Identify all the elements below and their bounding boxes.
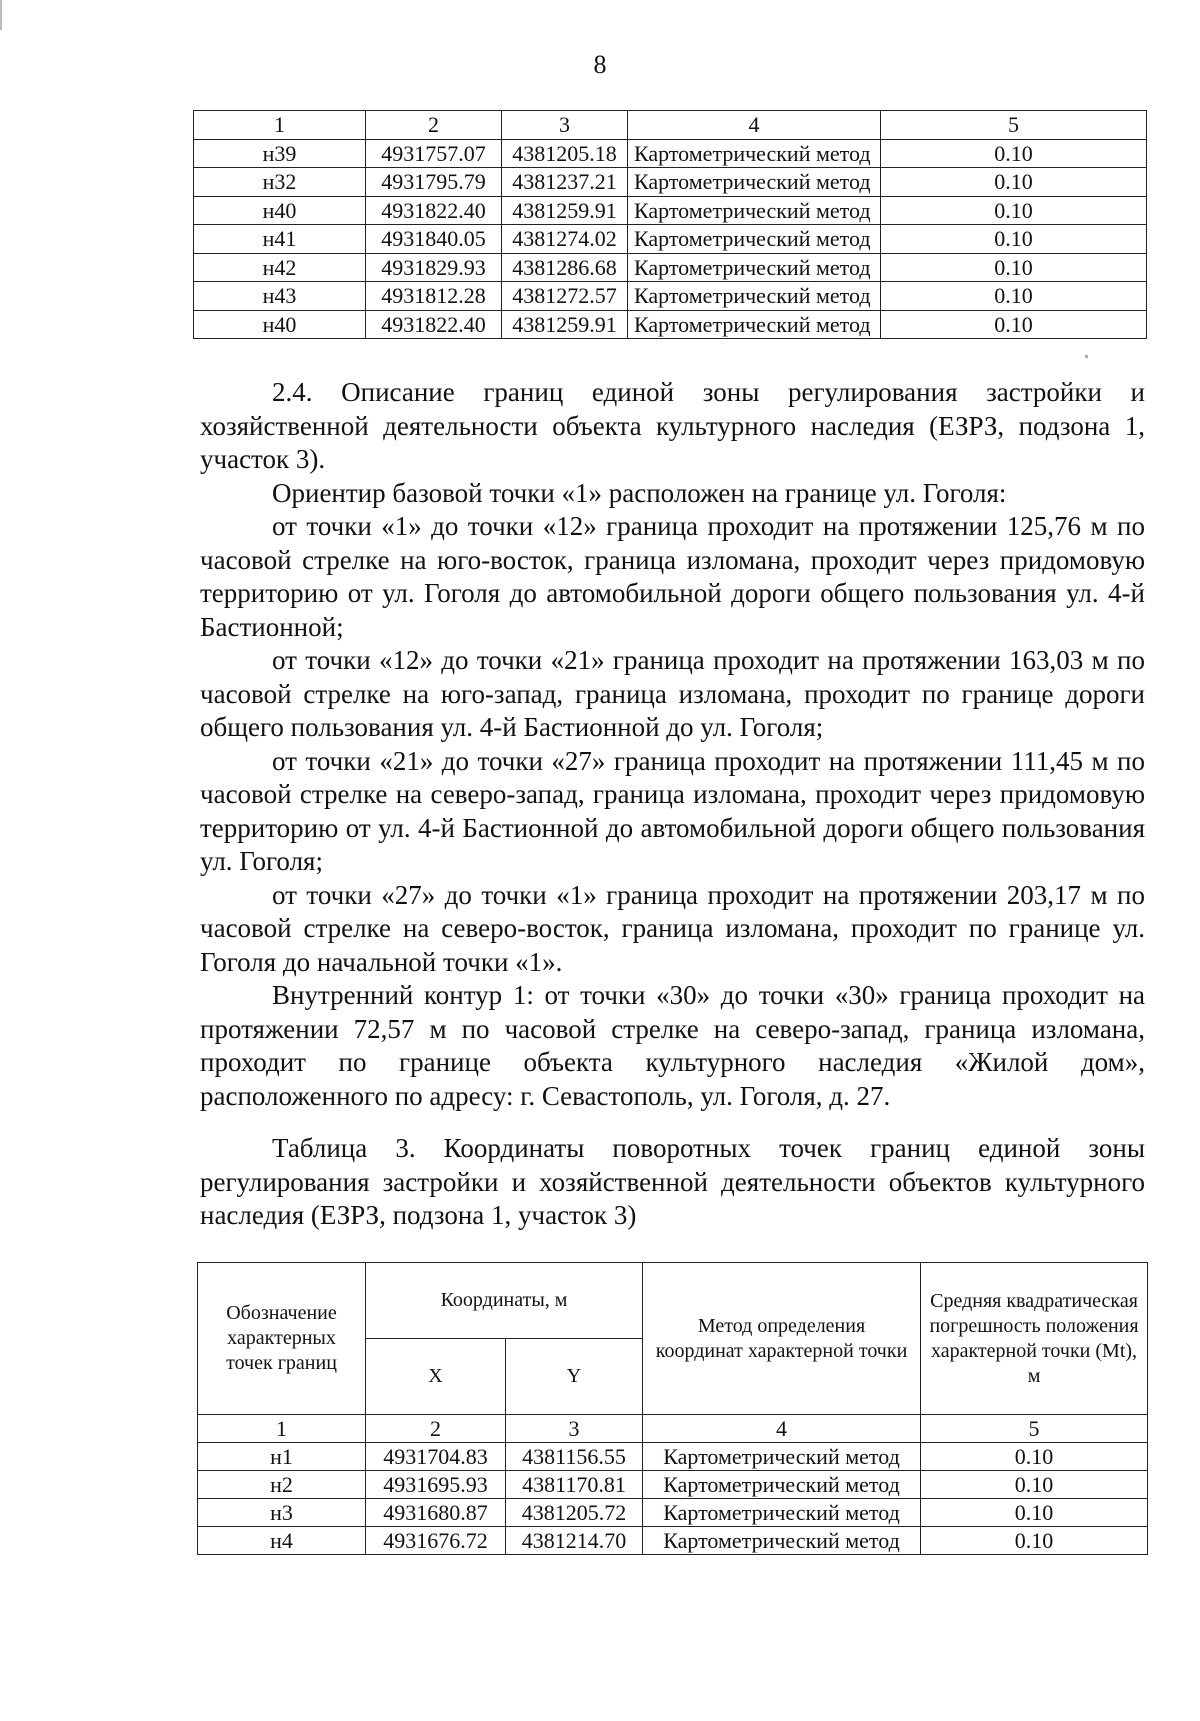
table-row xyxy=(198,1527,1148,1555)
method: Картометрический метод xyxy=(628,139,881,168)
point-id: н4 xyxy=(198,1527,366,1555)
error-value: 0.10 xyxy=(921,1499,1148,1527)
method: Картометрический метод xyxy=(628,225,881,254)
table-row xyxy=(194,139,1147,168)
method: Картометрический метод xyxy=(628,310,881,339)
header-error: Средняя квадратическая погрешность положения характерной точки (Mt), м xyxy=(921,1263,1148,1415)
coord-y: 4381214.70 xyxy=(506,1527,643,1555)
coord-y: 4381272.57 xyxy=(502,282,628,311)
section-body xyxy=(200,376,1145,1113)
table-row xyxy=(198,1471,1148,1499)
method: Картометрический метод xyxy=(643,1527,921,1555)
column-number: 3 xyxy=(506,1415,643,1443)
paragraph: Ориентир базовой точки «1» расположен на границе ул. Гоголя: xyxy=(272,477,1007,508)
table-header-cell: 1 xyxy=(194,111,366,140)
coord-x: 4931812.28 xyxy=(366,282,502,311)
paragraph: от точки «27» до точки «1» граница проходит на протяжении 203,17 м по часовой стрелке на северо-восток, граница изломана, проходит по границе ул. Гоголя до начальной точки «1». xyxy=(200,879,1145,977)
coord-x: 4931840.05 xyxy=(366,225,502,254)
coord-y: 4381205.18 xyxy=(502,139,628,168)
point-id: н42 xyxy=(194,253,366,282)
point-id: н2 xyxy=(198,1471,366,1499)
method: Картометрический метод xyxy=(643,1499,921,1527)
table-number-row xyxy=(198,1415,1148,1443)
column-number: 4 xyxy=(643,1415,921,1443)
point-id: н32 xyxy=(194,168,366,197)
coord-x: 4931757.07 xyxy=(366,139,502,168)
point-id: н39 xyxy=(194,139,366,168)
coord-y: 4381205.72 xyxy=(506,1499,643,1527)
error-value: 0.10 xyxy=(921,1471,1148,1499)
point-id: н3 xyxy=(198,1499,366,1527)
column-number: 2 xyxy=(366,1415,506,1443)
point-id: н40 xyxy=(194,196,366,225)
coord-y: 4381156.55 xyxy=(506,1443,643,1471)
method: Картометрический метод xyxy=(628,168,881,197)
table-row xyxy=(194,253,1147,282)
paragraph: от точки «1» до точки «12» граница проходит на протяжении 125,76 м по часовой стрелке на юго-восток, граница изломана, проходит через придомовую территорию от ул. Гоголя до автомобильной дороги общего пользования ул. 4-й Бастионной; xyxy=(200,511,1145,642)
coord-y: 4381259.91 xyxy=(502,196,628,225)
coord-y: 4381259.91 xyxy=(502,310,628,339)
table-caption: Таблица 3. Координаты поворотных точек границ единой зоны регулирования застройки и хозяйственной деятельности объектов культурного наследия (ЕЗРЗ, подзона 1, участок 3) xyxy=(200,1133,1145,1230)
error-value: 0.10 xyxy=(881,196,1147,225)
table-header-cell: 4 xyxy=(628,111,881,140)
table-header-cell: 2 xyxy=(366,111,502,140)
coord-y: 4381274.02 xyxy=(502,225,628,254)
error-value: 0.10 xyxy=(881,168,1147,197)
method: Картометрический метод xyxy=(643,1443,921,1471)
method: Картометрический метод xyxy=(628,253,881,282)
table-row xyxy=(194,168,1147,197)
paragraph: Внутренний контур 1: от точки «30» до точки «30» граница проходит на протяжении 72,57 м по часовой стрелке на северо-запад, граница изломана, проходит по границе объекта культурного наследия «Жилой дом», расположенного по адресу: г. Севастополь, ул. Гоголя, д. 27. xyxy=(200,980,1145,1111)
table-header-row xyxy=(198,1263,1148,1339)
error-value: 0.10 xyxy=(881,139,1147,168)
coord-x: 4931680.87 xyxy=(366,1499,506,1527)
coord-x: 4931829.93 xyxy=(366,253,502,282)
error-value: 0.10 xyxy=(921,1527,1148,1555)
table-row xyxy=(198,1499,1148,1527)
header-x: X xyxy=(366,1339,506,1415)
table-row xyxy=(198,1443,1148,1471)
header-y: Y xyxy=(506,1339,643,1415)
coordinates-table-continued xyxy=(193,110,1147,339)
page-number: 8 xyxy=(593,50,607,79)
point-id: н43 xyxy=(194,282,366,311)
table-row xyxy=(194,282,1147,311)
coord-y: 4381286.68 xyxy=(502,253,628,282)
error-value: 0.10 xyxy=(881,310,1147,339)
paragraph: от точки «21» до точки «27» граница проходит на протяжении 111,45 м по часовой стрелке на северо-запад, граница изломана, проходит через придомовую территорию от ул. 4-й Бастионной до автомобильной дороги общего пользования ул. Гоголя; xyxy=(200,745,1145,876)
scan-speck xyxy=(1085,355,1088,358)
coord-y: 4381170.81 xyxy=(506,1471,643,1499)
table-header-row xyxy=(194,111,1147,140)
error-value: 0.10 xyxy=(881,225,1147,254)
point-id: н1 xyxy=(198,1443,366,1471)
table-row xyxy=(194,310,1147,339)
coord-x: 4931676.72 xyxy=(366,1527,506,1555)
table-header-cell: 3 xyxy=(502,111,628,140)
header-designation: Обозначение характерных точек границ xyxy=(198,1263,366,1415)
method: Картометрический метод xyxy=(628,282,881,311)
point-id: н41 xyxy=(194,225,366,254)
coord-x: 4931795.79 xyxy=(366,168,502,197)
coord-x: 4931704.83 xyxy=(366,1443,506,1471)
method: Картометрический метод xyxy=(643,1471,921,1499)
table-row xyxy=(194,196,1147,225)
coord-x: 4931822.40 xyxy=(366,196,502,225)
error-value: 0.10 xyxy=(881,253,1147,282)
header-method: Метод определения координат характерной точки xyxy=(643,1263,921,1415)
method: Картометрический метод xyxy=(628,196,881,225)
header-coordinates: Координаты, м xyxy=(366,1263,643,1339)
scan-edge-mark xyxy=(0,0,2,30)
table-row xyxy=(194,225,1147,254)
column-number: 5 xyxy=(921,1415,1148,1443)
coord-x: 4931822.40 xyxy=(366,310,502,339)
error-value: 0.10 xyxy=(921,1443,1148,1471)
table-caption-block xyxy=(200,1132,1145,1233)
coord-y: 4381237.21 xyxy=(502,168,628,197)
coord-x: 4931695.93 xyxy=(366,1471,506,1499)
point-id: н40 xyxy=(194,310,366,339)
paragraph: от точки «12» до точки «21» граница проходит на протяжении 163,03 м по часовой стрелке на юго-запад, граница изломана, проходит по границе дороги общего пользования ул. 4-й Бастионной до ул. Гоголя; xyxy=(200,645,1145,742)
section-heading-paragraph: 2.4. Описание границ единой зоны регулирования застройки и хозяйственной деятельности объекта культурного наследия (ЕЗРЗ, подзона 1, участок 3). xyxy=(200,377,1145,474)
column-number: 1 xyxy=(198,1415,366,1443)
coordinates-table-3 xyxy=(197,1262,1148,1555)
error-value: 0.10 xyxy=(881,282,1147,311)
table-header-cell: 5 xyxy=(881,111,1147,140)
